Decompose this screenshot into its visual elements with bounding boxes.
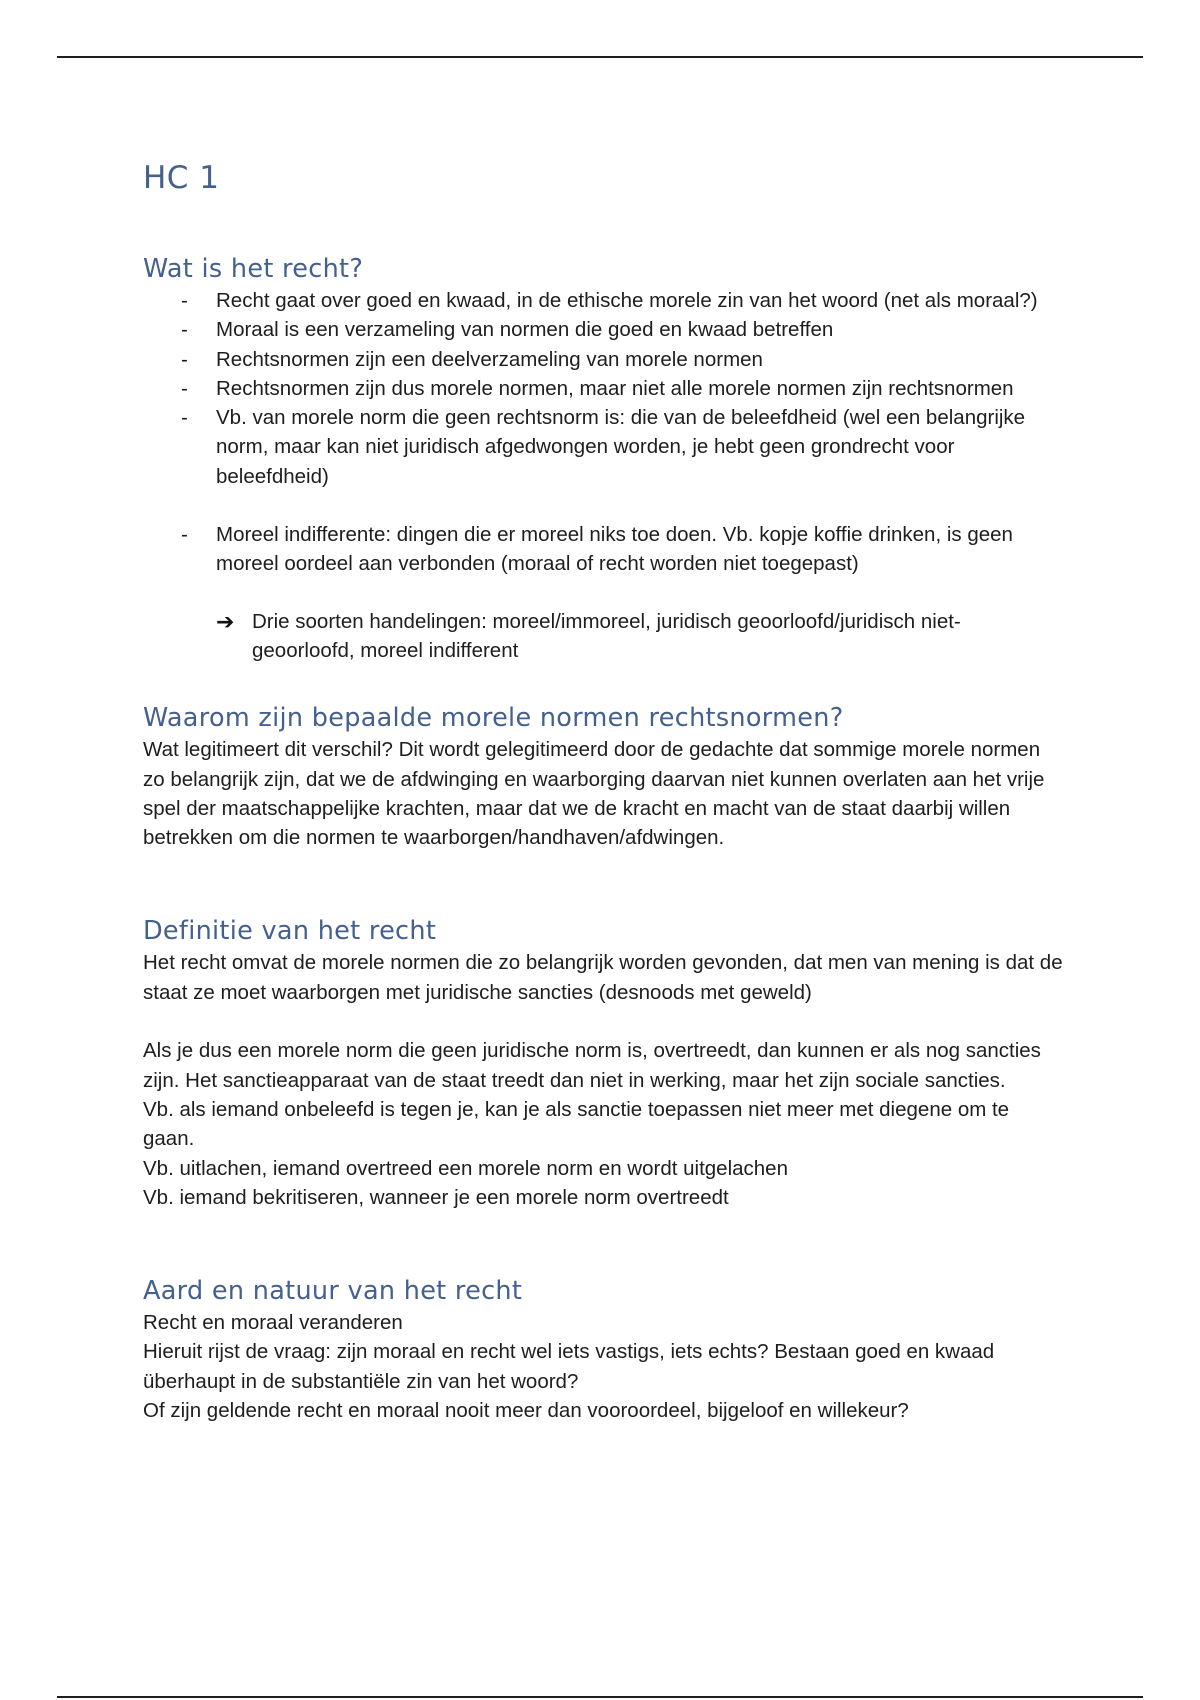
paragraph: Of zijn geldende recht en moraal nooit meer dan vooroordeel, bijgeloof en willekeur? [143,1399,909,1423]
paragraph: Vb. als iemand onbeleefd is tegen je, kan je als sanctie toepassen niet meer met diegene om te gaan. [143,1097,1010,1151]
dash-bullet: - [181,523,188,547]
paragraph: Hieruit rijst de vraag: zijn moraal en recht wel iets vastigs, iets echts? Bestaan goed en kwaad überhaupt in de substantiële zin van het woord? [143,1340,995,1393]
arrow-note [143,607,1063,666]
list-item [143,315,1063,344]
list-item-text: Vb. van morele norm die geen rechtsnorm is: die van de beleefdheid (wel een belangrijke norm, maar kan niet juridisch afgedwongen worden, je hebt geen grondrecht voor beleefdheid) [216,406,1026,488]
arrow-right-icon: ➔ [216,609,235,635]
arrow-note-text: Drie soorten handelingen: moreel/immoreel, juridisch geoorloofd/juridisch niet-geoorloofd, moreel indifferent [252,609,961,662]
paragraph: Als je dus een morele norm die geen juridische norm is, overtreedt, dan kunnen er als nog sancties zijn. Het sanctieapparaat van de staat treedt dan niet in werking, maar het zijn sociale sancties. [143,1039,1041,1092]
list-item-text: Rechtsnormen zijn een deelverzameling van morele normen [216,347,763,371]
header-rule [57,56,1143,58]
dash-bullet: - [181,347,188,371]
list-item [143,520,1063,579]
list-item [143,403,1063,491]
list-item-text: Recht gaat over goed en kwaad, in de ethische morele zin van het woord (net als moraal?) [216,289,1038,312]
section-heading: Wat is het recht? [143,254,364,284]
list-item-text: Moreel indifferente: dingen die er moreel niks toe doen. Vb. kopje koffie drinken, is geen moreel oordeel aan verbonden (moraal of recht worden niet toegepast) [216,523,1013,576]
section-heading: Waarom zijn bepaalde morele normen rechtsnormen? [143,703,844,734]
document-body [143,160,1063,1425]
section-aard [143,1274,1063,1425]
dash-bullet: - [181,289,188,312]
paragraph: Wat legitimeert dit verschil? Dit wordt gelegitimeerd door de gedachte dat sommige morele normen zo belangrijk zijn, dat we de afdwinging en waarborging daarvan niet kunnen overlaten aan het vrije spel der maatschappelijke krachten, maar dat we de kracht en macht van de staat daarbij willen betrekken om die normen te waarborgen/handhaven/afdwingen. [143,738,1045,850]
page-title: HC 1 [143,160,220,196]
bullet-list [143,286,1063,579]
section-heading: Aard en natuur van het recht [143,1276,523,1307]
section-wat-is-het-recht [143,252,1063,665]
list-item-text: Rechtsnormen zijn dus morele normen, maar niet alle morele normen zijn rechtsnormen [216,376,1014,400]
list-item [143,345,1063,374]
paragraph: Vb. iemand bekritiseren, wanneer je een morele norm overtreedt [143,1185,729,1209]
list-item [143,286,1063,315]
dash-bullet: - [181,376,188,400]
paragraph-spacer [143,1007,1063,1036]
list-item [143,374,1063,403]
footer-rule [57,1696,1143,1698]
paragraph: Het recht omvat de morele normen die zo belangrijk worden gevonden, dat men van mening is dat de staat ze moet waarborgen met juridische sancties (desnoods met geweld) [143,951,1063,1004]
dash-bullet: - [181,318,188,342]
section-heading: Definitie van het recht [143,916,437,947]
section-waarom [143,701,1063,852]
paragraph: Recht en moraal veranderen [143,1311,403,1335]
paragraph: Vb. uitlachen, iemand overtreed een morele norm en wordt uitgelachen [143,1156,788,1180]
dash-bullet: - [181,406,188,430]
list-spacer [143,491,1063,520]
list-item-text: Moraal is een verzameling van normen die goed en kwaad betreffen [216,318,834,342]
section-definitie [143,914,1063,1212]
